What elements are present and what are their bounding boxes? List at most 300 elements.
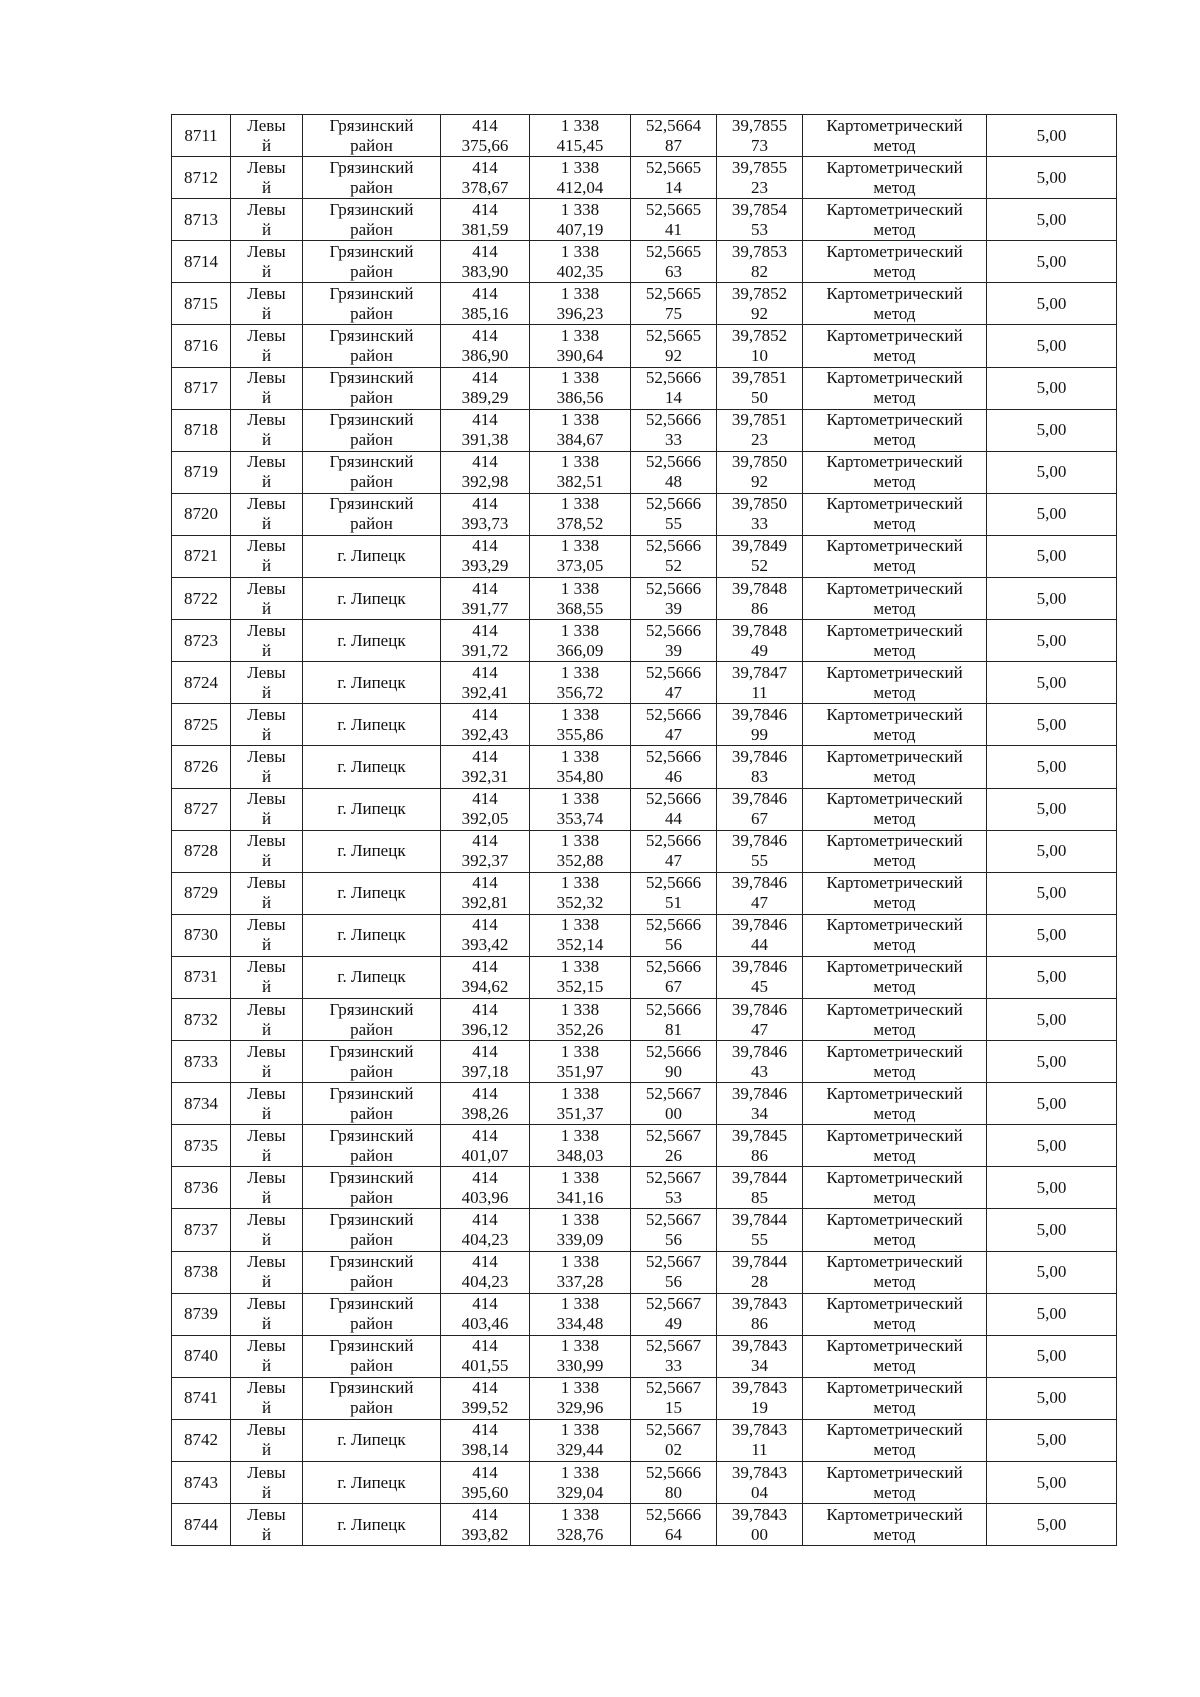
method-cell [803,1041,987,1083]
coord-x-cell-line: 391,77 [461,598,509,618]
territory-cell-line: район [350,472,393,492]
longitude-cell-line: 92 [751,303,768,323]
longitude-cell-line: 49 [751,640,768,660]
accuracy-cell: 5,00 [987,1125,1117,1167]
point-number-cell: 8743 [172,1462,231,1504]
coord-y-cell-line: 396,23 [556,303,604,323]
latitude-cell-line: 14 [665,388,682,408]
table-row [172,830,1117,872]
coord-x-cell-line: 414 [472,957,498,977]
coord-x-cell-line: 394,62 [461,977,509,997]
method-cell-line: Картометрический [826,789,963,809]
point-number-cell: 8721 [172,535,231,577]
bank-side-cell [231,493,303,535]
longitude-cell-line: 73 [751,135,768,155]
point-number-cell: 8731 [172,956,231,998]
coord-y-cell-line: 1 338 [560,746,600,766]
coord-x-cell [441,578,530,620]
latitude-cell-line: 90 [665,1061,682,1081]
coord-y-cell [530,620,631,662]
table-row [172,283,1117,325]
territory-cell-line: Грязинский [329,283,414,303]
bank-side-cell-line: й [261,1187,272,1207]
method-cell-line: метод [873,640,916,660]
coord-y-cell-line: 1 338 [560,1294,600,1314]
longitude-cell [717,199,803,241]
method-cell-line: Картометрический [826,662,963,682]
longitude-cell-line: 39,7855 [731,115,788,135]
coord-x-cell-line: 395,60 [461,1482,509,1502]
method-cell [803,535,987,577]
point-number-cell: 8728 [172,830,231,872]
coord-y-cell-line: 1 338 [560,410,600,430]
latitude-cell-line: 52,5667 [645,1252,702,1272]
table-row [172,115,1117,157]
method-cell-line: метод [873,935,916,955]
territory-cell [303,1335,441,1377]
territory-cell-line: Грязинский [329,1252,414,1272]
method-cell-line: метод [873,766,916,786]
territory-cell-line: район [350,1229,393,1249]
bank-side-cell [231,1462,303,1504]
territory-cell-line: Грязинский [329,368,414,388]
territory-cell-line: Грязинский [329,115,414,135]
longitude-cell [717,872,803,914]
bank-side-cell [231,199,303,241]
bank-side-cell [231,1083,303,1125]
bank-side-cell-line: й [261,1229,272,1249]
coord-y-cell [530,872,631,914]
coord-y-cell [530,1504,631,1546]
coord-y-cell-line: 1 338 [560,957,600,977]
latitude-cell-line: 39 [665,640,682,660]
accuracy-cell: 5,00 [987,493,1117,535]
point-number-cell: 8730 [172,914,231,956]
method-cell [803,1167,987,1209]
method-cell [803,325,987,367]
latitude-cell [631,620,717,662]
accuracy-cell: 5,00 [987,704,1117,746]
method-cell-line: Картометрический [826,1167,963,1187]
coord-y-cell [530,788,631,830]
method-cell [803,1209,987,1251]
bank-side-cell-line: й [261,135,272,155]
territory-cell-line: Грязинский [329,1294,414,1314]
bank-side-cell-line: й [261,977,272,997]
latitude-cell-line: 52,5665 [645,199,702,219]
method-cell-line: метод [873,1019,916,1039]
latitude-cell-line: 64 [665,1524,682,1544]
latitude-cell-line: 52,5667 [645,1294,702,1314]
method-cell-line: Картометрический [826,915,963,935]
territory-cell-line: г. Липецк [337,967,406,987]
point-number-cell: 8723 [172,620,231,662]
coord-y-cell-line: 356,72 [556,682,604,702]
territory-cell [303,872,441,914]
longitude-cell [717,1504,803,1546]
coord-x-cell-line: 378,67 [461,177,509,197]
territory-cell [303,493,441,535]
coord-x-cell [441,535,530,577]
bank-side-cell-line: й [261,388,272,408]
territory-cell [303,746,441,788]
longitude-cell [717,325,803,367]
bank-side-cell-line: й [261,1103,272,1123]
territory-cell-line: Грязинский [329,1083,414,1103]
coord-y-cell [530,1419,631,1461]
coord-y-cell-line: 1 338 [560,620,600,640]
latitude-cell-line: 52,5667 [645,1083,702,1103]
territory-cell-line: район [350,1019,393,1039]
coord-x-cell-line: 391,38 [461,430,509,450]
method-cell-line: Картометрический [826,157,963,177]
longitude-cell-line: 85 [751,1187,768,1207]
territory-cell [303,451,441,493]
method-cell-line: Картометрический [826,1125,963,1145]
coord-y-cell-line: 339,09 [556,1229,604,1249]
method-cell [803,1335,987,1377]
coord-x-cell-line: 414 [472,1378,498,1398]
table-row [172,662,1117,704]
method-cell-line: метод [873,261,916,281]
point-number-cell: 8720 [172,493,231,535]
coord-y-cell-line: 1 338 [560,1209,600,1229]
latitude-cell [631,662,717,704]
coord-y-cell [530,1293,631,1335]
territory-cell [303,1167,441,1209]
coord-y-cell [530,1041,631,1083]
longitude-cell [717,998,803,1040]
coord-x-cell-line: 414 [472,620,498,640]
method-cell-line: метод [873,1187,916,1207]
territory-cell-line: район [350,430,393,450]
coord-y-cell-line: 368,55 [556,598,604,618]
method-cell-line: метод [873,430,916,450]
latitude-cell-line: 52,5666 [645,578,702,598]
coord-x-cell-line: 392,81 [461,893,509,913]
latitude-cell-line: 52,5667 [645,1167,702,1187]
accuracy-cell: 5,00 [987,115,1117,157]
longitude-cell-line: 39,7845 [731,1125,788,1145]
territory-cell-line: Грязинский [329,452,414,472]
bank-side-cell-line: й [261,1398,272,1418]
bank-side-cell-line: Левы [247,831,286,851]
accuracy-cell: 5,00 [987,872,1117,914]
territory-cell [303,1251,441,1293]
latitude-cell-line: 47 [665,724,682,744]
territory-cell-line: г. Липецк [337,841,406,861]
latitude-cell-line: 00 [665,1103,682,1123]
latitude-cell-line: 41 [665,219,682,239]
coord-y-cell-line: 334,48 [556,1314,604,1334]
method-cell-line: метод [873,724,916,744]
method-cell-line: Картометрический [826,578,963,598]
coord-x-cell-line: 414 [472,115,498,135]
method-cell-line: метод [873,219,916,239]
coord-y-cell-line: 1 338 [560,1041,600,1061]
coord-y-cell [530,241,631,283]
point-number-cell: 8717 [172,367,231,409]
table-row [172,493,1117,535]
territory-cell-line: Грязинский [329,241,414,261]
table-body [172,115,1117,1546]
latitude-cell-line: 52,5666 [645,410,702,430]
coord-y-cell-line: 352,32 [556,893,604,913]
bank-side-cell [231,914,303,956]
territory-cell-line: г. Липецк [337,1430,406,1450]
longitude-cell-line: 39,7846 [731,915,788,935]
latitude-cell-line: 33 [665,1356,682,1376]
latitude-cell-line: 52,5666 [645,873,702,893]
coord-y-cell-line: 352,15 [556,977,604,997]
longitude-cell-line: 43 [751,1061,768,1081]
territory-cell [303,325,441,367]
coord-x-cell-line: 414 [472,578,498,598]
longitude-cell [717,409,803,451]
territory-cell-line: Грязинский [329,1125,414,1145]
bank-side-cell-line: Левы [247,115,286,135]
coord-y-cell-line: 352,14 [556,935,604,955]
latitude-cell-line: 52,5666 [645,1462,702,1482]
latitude-cell [631,1125,717,1167]
coord-y-cell-line: 352,88 [556,851,604,871]
coord-x-cell-line: 392,37 [461,851,509,871]
coord-y-cell-line: 402,35 [556,261,604,281]
accuracy-cell: 5,00 [987,367,1117,409]
bank-side-cell-line: Левы [247,746,286,766]
coord-x-cell [441,1083,530,1125]
coord-x-cell-line: 403,46 [461,1314,509,1334]
coord-x-cell-line: 385,16 [461,303,509,323]
table-row [172,1209,1117,1251]
latitude-cell-line: 92 [665,346,682,366]
latitude-cell-line: 14 [665,177,682,197]
bank-side-cell-line: й [261,766,272,786]
table-row [172,367,1117,409]
method-cell-line: Картометрический [826,241,963,261]
coord-x-cell-line: 414 [472,326,498,346]
longitude-cell-line: 92 [751,472,768,492]
method-cell-line: метод [873,346,916,366]
method-cell [803,704,987,746]
coord-y-cell-line: 1 338 [560,1083,600,1103]
coord-y-cell-line: 1 338 [560,704,600,724]
longitude-cell [717,1462,803,1504]
latitude-cell-line: 52,5666 [645,1504,702,1524]
territory-cell-line: Грязинский [329,1209,414,1229]
accuracy-cell: 5,00 [987,1251,1117,1293]
method-cell [803,1251,987,1293]
coord-x-cell [441,1335,530,1377]
coord-y-cell-line: 1 338 [560,452,600,472]
coord-x-cell [441,662,530,704]
method-cell [803,830,987,872]
longitude-cell-line: 50 [751,388,768,408]
method-cell-line: Картометрический [826,1420,963,1440]
point-number-cell: 8726 [172,746,231,788]
coord-y-cell-line: 378,52 [556,514,604,534]
latitude-cell-line: 52,5667 [645,1209,702,1229]
territory-cell-line: район [350,1356,393,1376]
territory-cell [303,662,441,704]
latitude-cell-line: 52,5664 [645,115,702,135]
territory-cell [303,620,441,662]
coord-y-cell-line: 1 338 [560,199,600,219]
territory-cell [303,1462,441,1504]
bank-side-cell-line: Левы [247,1294,286,1314]
method-cell [803,1377,987,1419]
method-cell-line: Картометрический [826,1378,963,1398]
bank-side-cell-line: Левы [247,578,286,598]
longitude-cell-line: 39,7846 [731,831,788,851]
territory-cell-line: район [350,1272,393,1292]
longitude-cell-line: 44 [751,935,768,955]
longitude-cell-line: 39,7843 [731,1378,788,1398]
point-number-cell: 8742 [172,1419,231,1461]
coord-x-cell-line: 414 [472,915,498,935]
bank-side-cell [231,1504,303,1546]
territory-cell [303,1125,441,1167]
latitude-cell-line: 52,5666 [645,999,702,1019]
coord-y-cell-line: 412,04 [556,177,604,197]
coord-y-cell-line: 415,45 [556,135,604,155]
bank-side-cell [231,241,303,283]
method-cell-line: метод [873,303,916,323]
point-number-cell: 8712 [172,157,231,199]
bank-side-cell-line: й [261,1482,272,1502]
latitude-cell-line: 48 [665,472,682,492]
longitude-cell-line: 39,7853 [731,241,788,261]
coord-y-cell-line: 337,28 [556,1272,604,1292]
latitude-cell [631,1251,717,1293]
coord-y-cell-line: 352,26 [556,1019,604,1039]
territory-cell [303,535,441,577]
accuracy-cell: 5,00 [987,1377,1117,1419]
bank-side-cell [231,746,303,788]
latitude-cell-line: 52,5665 [645,241,702,261]
accuracy-cell: 5,00 [987,956,1117,998]
accuracy-cell: 5,00 [987,788,1117,830]
method-cell-line: метод [873,472,916,492]
coord-x-cell [441,325,530,367]
coord-x-cell-line: 414 [472,1125,498,1145]
latitude-cell-line: 52,5666 [645,1041,702,1061]
method-cell [803,115,987,157]
latitude-cell [631,578,717,620]
longitude-cell-line: 55 [751,851,768,871]
bank-side-cell-line: й [261,935,272,955]
point-number-cell: 8727 [172,788,231,830]
latitude-cell [631,115,717,157]
latitude-cell [631,998,717,1040]
longitude-cell [717,1041,803,1083]
coord-x-cell [441,199,530,241]
bank-side-cell-line: Левы [247,1252,286,1272]
coord-y-cell-line: 1 338 [560,999,600,1019]
longitude-cell-line: 39,7851 [731,368,788,388]
point-number-cell: 8718 [172,409,231,451]
bank-side-cell-line: й [261,851,272,871]
longitude-cell-line: 86 [751,598,768,618]
longitude-cell-line: 04 [751,1482,768,1502]
bank-side-cell-line: Левы [247,157,286,177]
bank-side-cell-line: й [261,1440,272,1460]
coord-x-cell-line: 414 [472,1420,498,1440]
latitude-cell-line: 52,5667 [645,1336,702,1356]
method-cell [803,956,987,998]
coord-y-cell [530,451,631,493]
coord-x-cell-line: 396,12 [461,1019,509,1039]
bank-side-cell-line: Левы [247,1083,286,1103]
longitude-cell [717,1251,803,1293]
territory-cell [303,704,441,746]
coord-y-cell [530,1167,631,1209]
bank-side-cell-line: Левы [247,1420,286,1440]
accuracy-cell: 5,00 [987,241,1117,283]
coord-x-cell-line: 404,23 [461,1229,509,1249]
longitude-cell-line: 11 [751,1440,768,1460]
latitude-cell-line: 46 [665,766,682,786]
coord-x-cell-line: 393,82 [461,1524,509,1544]
accuracy-cell: 5,00 [987,1293,1117,1335]
longitude-cell-line: 33 [751,514,768,534]
longitude-cell-line: 86 [751,1145,768,1165]
coord-y-cell-line: 1 338 [560,494,600,514]
latitude-cell-line: 51 [665,893,682,913]
bank-side-cell-line: й [261,556,272,576]
latitude-cell [631,409,717,451]
coord-x-cell-line: 393,29 [461,556,509,576]
table-row [172,1419,1117,1461]
bank-side-cell [231,788,303,830]
latitude-cell [631,367,717,409]
coord-x-cell [441,1462,530,1504]
latitude-cell-line: 52,5666 [645,494,702,514]
longitude-cell-line: 53 [751,219,768,239]
bank-side-cell [231,1419,303,1461]
latitude-cell [631,325,717,367]
territory-cell-line: Грязинский [329,1167,414,1187]
coord-y-cell-line: 1 338 [560,115,600,135]
bank-side-cell-line: й [261,1356,272,1376]
coord-x-cell-line: 375,66 [461,135,509,155]
table-row [172,1167,1117,1209]
bank-side-cell-line: й [261,430,272,450]
table-row [172,1083,1117,1125]
coord-y-cell-line: 1 338 [560,368,600,388]
longitude-cell [717,1083,803,1125]
coord-x-cell-line: 393,42 [461,935,509,955]
point-number-cell: 8719 [172,451,231,493]
longitude-cell [717,578,803,620]
accuracy-cell: 5,00 [987,578,1117,620]
coord-x-cell-line: 414 [472,1294,498,1314]
method-cell [803,1293,987,1335]
point-number-cell: 8740 [172,1335,231,1377]
coord-x-cell [441,1293,530,1335]
bank-side-cell-line: Левы [247,662,286,682]
point-number-cell: 8716 [172,325,231,367]
territory-cell [303,1419,441,1461]
coord-x-cell-line: 414 [472,452,498,472]
coord-x-cell-line: 414 [472,199,498,219]
table-row [172,1335,1117,1377]
latitude-cell-line: 52,5665 [645,157,702,177]
bank-side-cell [231,1041,303,1083]
method-cell-line: Картометрический [826,410,963,430]
bank-side-cell [231,451,303,493]
longitude-cell [717,746,803,788]
